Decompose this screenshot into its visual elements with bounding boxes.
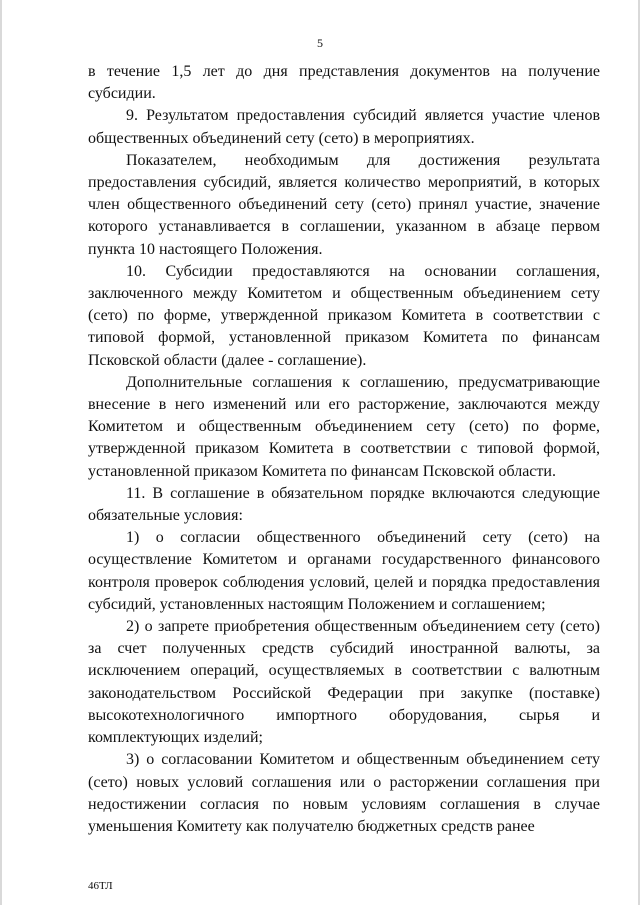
page-number: 5 [317, 36, 323, 50]
paragraph-condition-1: 1) о согласии общественного объединений сету (сето) на осуществление Комитетом и органами государственного финансового контроля проверок соблюдения условий, целей и порядка предоставления субсидий, установленных настоящим Положением и соглашением; [88, 529, 600, 613]
footer-code: 46ТЛ [88, 880, 113, 892]
paragraph-indicator: Показателем, необходимым для достижения результата предоставления субсидий, является количество мероприятий, в которых член общественного объединений сету (сето) принял участие, значение которого устанавливается в соглашении, указанном в абзаце первом пункта 10 настоящего Положения. [88, 151, 600, 258]
paragraph-item-11: 11. В соглашение в обязательном порядке включаются следующие обязательные условия: [88, 484, 600, 525]
paragraph-additional-agreements: Дополнительные соглашения к соглашению, предусматривающие внесение в него изменений или его расторжение, заключаются между Комитетом и общественным объединением сету (сето) по форме, утвержденной приказом Комитета в соответствии с типовой формой, установленной приказом Комитета по финансам Псковской области. [88, 373, 600, 480]
paragraph-condition-2: 2) о запрете приобретения общественным объединением сету (сето) за счет полученных средств субсидий иностранной валюты, за исключением операций, осуществляемых в соответствии с валютным законодательством Российской Федерации при закупке (поставке) высокотехнологичного импортного оборудования, сырья и комплектующих изделий; [88, 618, 600, 747]
paragraph-item-9: 9. Результатом предоставления субсидий является участие членов общественных объединений сету (сето) в мероприятиях. [88, 107, 600, 147]
scan-edge-left [0, 0, 2, 905]
paragraph-condition-3: 3) о согласовании Комитетом и общественным объединением сету (сето) новых условий соглашения или о расторжении соглашения при недостижении согласия по новым условиям соглашения в случае уменьшения Комитету как получателю бюджетных средств ранее [88, 751, 600, 835]
document-body [88, 61, 600, 838]
paragraph-item-10: 10. Субсидии предоставляются на основании соглашения, заключенного между Комитетом и общественным объединением сету (сето) по форме, утвержденной приказом Комитета в соответствии с типовой формой, установленной приказом Комитета по финансам Псковской области (далее - соглашение). [88, 262, 600, 369]
paragraph-continuation: в течение 1,5 лет до дня представления документов на получение субсидии. [88, 63, 600, 103]
